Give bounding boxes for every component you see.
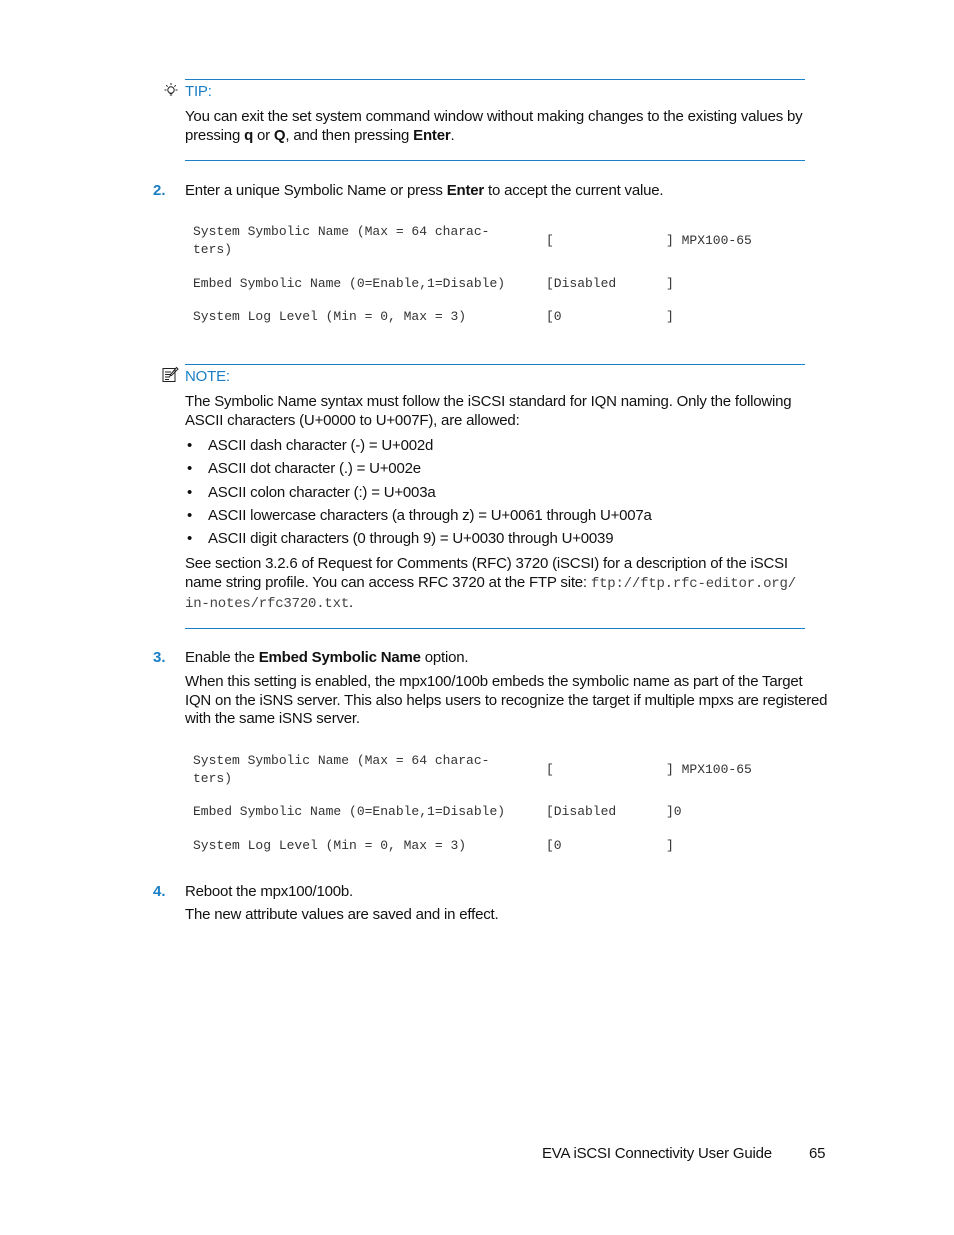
step-4-text: Reboot the mpx100/100b. (185, 883, 354, 900)
note-text-line-2: ASCII characters (U+0000 to U+007F), are allowed: (185, 412, 520, 429)
bullet-dot: • (187, 530, 193, 547)
step-3-desc-line-1: When this setting is enabled, the mpx100/100b embeds the symbolic name as part of the Target (185, 673, 803, 690)
step-4-number: 4. (153, 883, 166, 900)
table-2-row-3-value: ] (666, 838, 674, 853)
note-see-fragment: name string profile. You can access RFC 3720 at the FTP site: (185, 574, 591, 591)
step-3-number: 3. (153, 649, 166, 666)
tip-label: TIP: (185, 83, 212, 100)
table-2-row-1-value: ] MPX100-65 (666, 762, 752, 777)
list-item: ASCII dash character (-) = U+002d (208, 437, 434, 454)
table-2-row-3-open: [0 (546, 838, 562, 853)
table-2-row-1-open: [ (546, 762, 554, 777)
table-1-row-2-label: Embed Symbolic Name (0=Enable,1=Disable) (193, 276, 506, 291)
ftp-link-continued[interactable]: in-notes/rfc3720.txt (185, 596, 350, 612)
tip-text-fragment: , and then pressing (285, 127, 414, 144)
table-1-row-3-open: [0 (546, 309, 562, 324)
table-2-row-3-label: System Log Level (Min = 0, Max = 3) (193, 838, 467, 853)
key-enter: Enter (413, 127, 451, 144)
list-item: ASCII dot character (.) = U+002e (208, 460, 421, 477)
table-1-row-1-value: ] MPX100-65 (666, 233, 752, 248)
table-1-row-1-label-line-2: ters) (193, 242, 233, 257)
note-see-fragment: . (349, 594, 353, 611)
table-2-row-2-value: ]0 (666, 804, 682, 819)
key-Q: Q (273, 127, 286, 144)
bullet-dot: • (187, 507, 193, 524)
tip-text-fragment: pressing (185, 127, 245, 144)
step-4-desc: The new attribute values are saved and in effect. (185, 906, 499, 923)
tip-bottom-rule (185, 160, 805, 161)
note-bottom-rule (185, 628, 805, 629)
tip-text-line-1: You can exit the set system command window without making changes to the existing values by (185, 108, 803, 125)
tip-text-line-2 (185, 126, 454, 145)
list-item: ASCII lowercase characters (a through z) = U+0061 through U+007a (208, 507, 652, 524)
bullet-dot: • (187, 484, 193, 501)
step-2-number: 2. (153, 182, 166, 199)
table-2-row-2-label: Embed Symbolic Name (0=Enable,1=Disable) (193, 804, 506, 819)
lightbulb-icon (162, 82, 180, 100)
step-2-fragment: to accept the current value. (484, 182, 664, 199)
footer-title: EVA iSCSI Connectivity User Guide (542, 1145, 772, 1162)
step-3-desc-line-3: with the same iSNS server. (185, 710, 360, 727)
page-number: 65 (809, 1145, 826, 1162)
step-2-text (185, 181, 663, 200)
note-text-line-1: The Symbolic Name syntax must follow the iSCSI standard for IQN naming. Only the following (185, 393, 792, 410)
step-3-text (185, 648, 468, 667)
note-label: NOTE: (185, 368, 230, 385)
list-item: ASCII digit characters (0 through 9) = U+0030 through U+0039 (208, 530, 614, 547)
tip-text-fragment: . (450, 127, 455, 144)
table-1-row-1-label-line-1: System Symbolic Name (Max = 64 charac- (193, 224, 490, 239)
key-q: q (244, 127, 254, 144)
tip-text-fragment: or (253, 127, 274, 144)
table-2-row-2-open: [Disabled (546, 804, 617, 819)
table-1-row-3-value: ] (666, 309, 674, 324)
bullet-dot: • (187, 437, 193, 454)
note-see-line-1: See section 3.2.6 of Request for Comments (RFC) 3720 (iSCSI) for a description of the iSCSI (185, 555, 788, 572)
table-1-row-2-open: [Disabled (546, 276, 617, 291)
table-1-row-1-open: [ (546, 233, 554, 248)
list-item: ASCII colon character (:) = U+003a (208, 484, 436, 501)
ftp-link[interactable]: ftp://ftp.rfc-editor.org/ (590, 576, 796, 592)
step-2-fragment: Enter a unique Symbolic Name or press (185, 182, 447, 199)
note-see-line-3 (185, 593, 353, 614)
step-3-fragment: Enable the (185, 649, 259, 666)
step-3-fragment: option. (420, 649, 469, 666)
note-top-rule (185, 364, 805, 365)
bullet-dot: • (187, 460, 193, 477)
key-enter: Enter (446, 182, 485, 199)
option-name: Embed Symbolic Name (258, 649, 421, 666)
table-1-row-3-label: System Log Level (Min = 0, Max = 3) (193, 309, 467, 324)
table-2-row-1-label-line-2: ters) (193, 771, 233, 786)
tip-top-rule (185, 79, 805, 80)
note-see-line-2 (185, 573, 796, 594)
note-pad-icon (161, 366, 179, 384)
table-2-row-1-label-line-1: System Symbolic Name (Max = 64 charac- (193, 753, 490, 768)
table-1-row-2-value: ] (666, 276, 674, 291)
step-3-desc-line-2: IQN on the iSNS server. This also helps users to recognize the target if multiple mpxs are registered (185, 692, 828, 709)
